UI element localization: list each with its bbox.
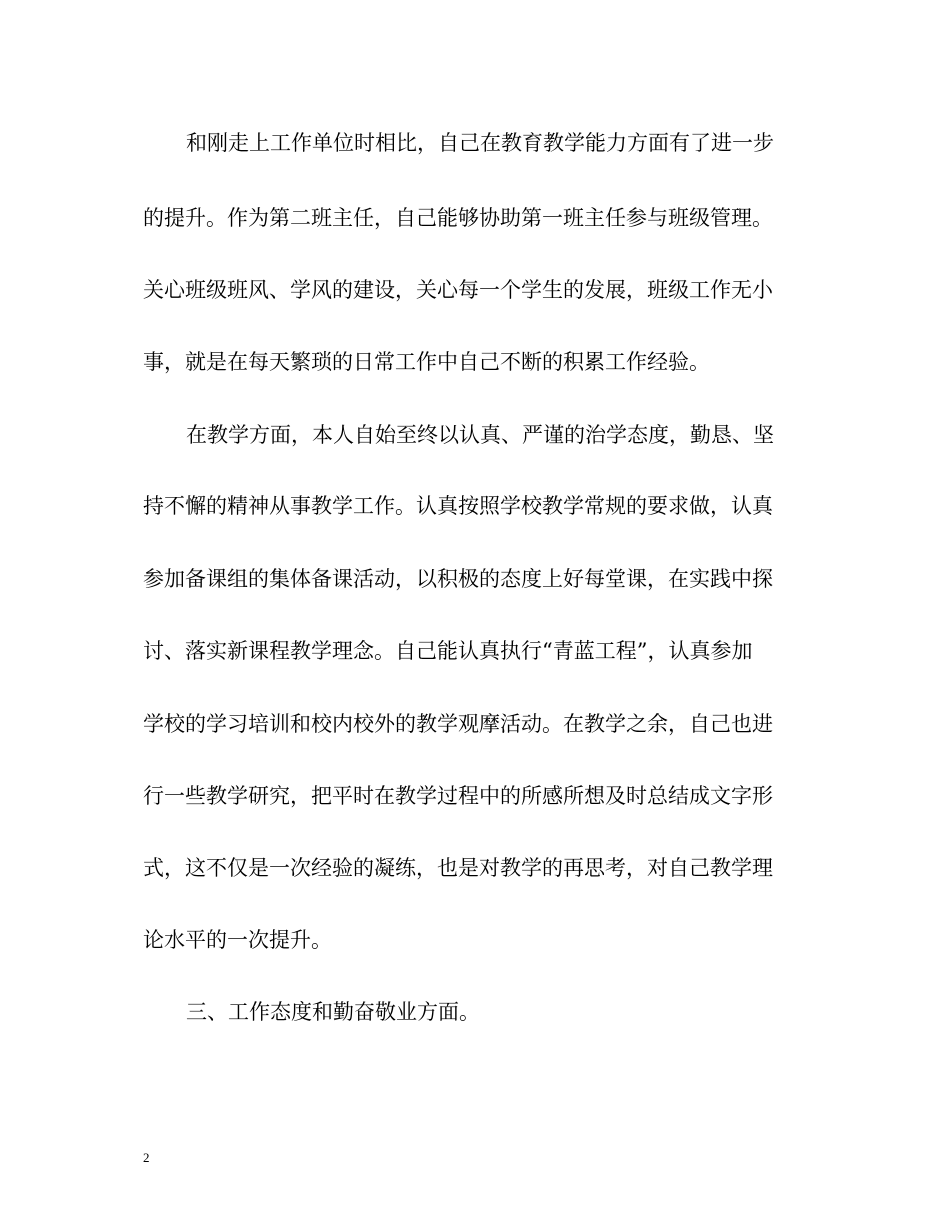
paragraph-2-line-5: 学校的学习培训和校内校外的教学观摩活动。在教学之余，自己也进 [143,712,773,736]
paragraph-1-line-2: 的提升。作为第二班主任，自己能够协助第一班主任参与班级管理。 [143,206,773,230]
page-number: 2 [143,1150,150,1165]
paragraph-1-line-1: 和刚走上工作单位时相比，自己在教育教学能力方面有了进一步 [186,131,774,155]
paragraph-2-line-7: 式，这不仅是一次经验的凝练，也是对教学的再思考，对自己教学理 [143,856,773,880]
paragraph-1-line-3: 关心班级班风、学风的建设，关心每一个学生的发展，班级工作无小 [143,278,773,302]
paragraph-1-line-4: 事，就是在每天繁琐的日常工作中自己不断的积累工作经验。 [143,350,710,374]
paragraph-2-line-8: 论水平的一次提升。 [143,928,332,952]
paragraph-2-line-2: 持不懈的精神从事教学工作。认真按照学校教学常规的要求做，认真 [143,494,773,518]
paragraph-2-line-6: 行一些教学研究，把平时在教学过程中的所感所想及时总结成文字形 [143,784,773,808]
paragraph-2-line-1: 在教学方面，本人自始至终以认真、严谨的治学态度，勤恳、坚 [186,423,774,447]
section-heading: 三、工作态度和勤奋敬业方面。 [186,1000,480,1024]
paragraph-2-line-4: 讨、落实新课程教学理念。自己能认真执行“青蓝工程”，认真参加 [143,639,753,663]
paragraph-2-line-3: 参加备课组的集体备课活动，以积极的态度上好每堂课，在实践中探 [143,567,773,591]
